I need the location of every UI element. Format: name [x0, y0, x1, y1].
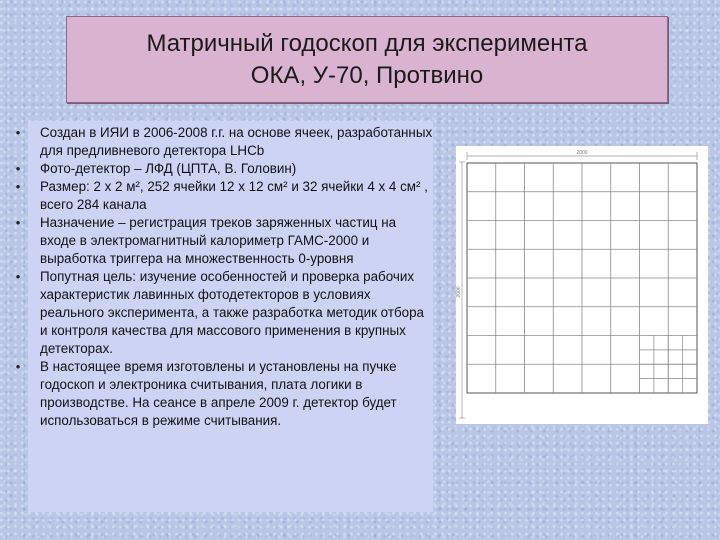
bullet-text: Фото-детектор – ЛФД (ЦПТА, В. Головин): [40, 161, 297, 176]
bullet-list: [15, 124, 433, 430]
bullet-dot-icon: •: [15, 359, 21, 374]
bullet-text: Попутная цель: изучение особенностей и проверка рабочих характеристик лавинных фотодетекторов в условиях реального эксперимента, а также разработка методик отбора и контроля качества для массового применения в крупных детекторах.: [40, 269, 424, 356]
bullet-text: В настоящее время изготовлены и установлены на пучке годоскоп и электроника считывания, плата логики в производстве. На сеансе в апреле 2009 г. детектор будет использоваться в режиме считывания.: [40, 359, 397, 428]
bullet-text: Создан в ИЯИ в 2006-2008 г.г. на основе ячеек, разработанных для предливневого детектора LHCb: [40, 125, 433, 158]
bullet-item: [15, 268, 433, 358]
bullet-text: Назначение – регистрация треков заряженных частиц на входе в электромагнитный калориметр ГАМС-2000 и выработка триггера на множественность 0-уровня: [40, 215, 397, 266]
hodoscope-grid-svg: [456, 146, 708, 424]
bullet-item: [15, 214, 433, 268]
title-line-2: ОКА, У-70, Протвино: [250, 61, 484, 89]
bullet-item: [15, 358, 433, 430]
slide-title: [66, 16, 668, 103]
bullet-dot-icon: •: [15, 269, 21, 284]
bullet-dot-icon: •: [15, 161, 21, 176]
side-dimension-label: 2000: [456, 286, 462, 298]
bullet-dot-icon: •: [15, 179, 21, 194]
bullet-item: [15, 124, 433, 160]
dimension-lines: [456, 150, 697, 418]
bullet-text: Размер: 2 х 2 м², 252 ячейки 12 х 12 см² и 32 ячейки 4 х 4 см² , всего 284 канала: [40, 179, 428, 212]
bullet-item: [15, 178, 433, 214]
top-dimension-label: 2000: [576, 150, 588, 156]
hodoscope-drawing: [456, 146, 708, 424]
content-panel: [15, 121, 433, 512]
main-grid: [467, 163, 697, 393]
bullet-item: [15, 160, 433, 178]
bullet-dot-icon: •: [15, 215, 21, 230]
title-line-1: Матричный годоскоп для эксперимента: [146, 29, 588, 57]
bullet-dot-icon: •: [15, 125, 21, 140]
